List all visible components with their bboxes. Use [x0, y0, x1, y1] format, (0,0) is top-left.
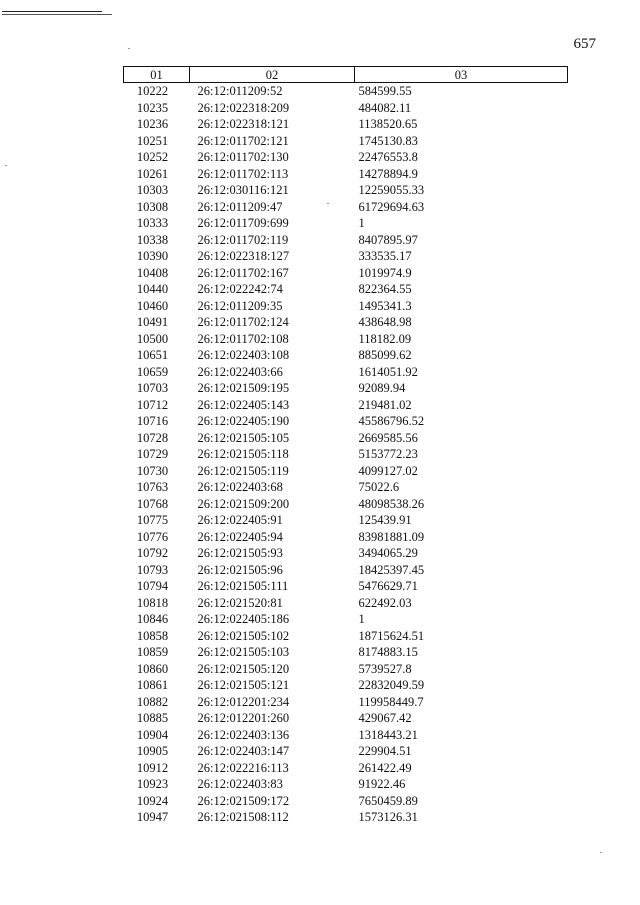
cell-col-02: 26:12:030116:121 [197, 183, 289, 197]
cell-col-02: 26:12:021505:96 [197, 562, 283, 577]
cell-col-02: 26:12:021509:195 [197, 381, 290, 395]
cell-col-02: 26:12:011702:121 [197, 133, 289, 148]
cell-col-02: 26:12:022405:94 [197, 529, 283, 544]
cell-col-03: 484082.11 [358, 100, 412, 115]
table-row [124, 496, 568, 513]
cell-col-03: 14278894.9 [358, 166, 418, 181]
table-row [124, 661, 568, 678]
table-row [124, 364, 568, 381]
cell-col-02: 26:12:021505:105 [197, 430, 290, 445]
cell-col-03: 22476553.8 [358, 150, 418, 164]
cell-col-01: 10251 [136, 133, 169, 148]
cell-col-01: 10792 [136, 546, 169, 560]
cell-col-03: 1138520.65 [358, 117, 418, 131]
cell-col-03: 229904.51 [358, 744, 412, 758]
cell-col-03: 822364.55 [358, 282, 412, 296]
table-row [124, 710, 568, 727]
cell-col-01: 10491 [136, 315, 169, 329]
table-row [124, 595, 568, 612]
cell-col-02: 26:12:021505:120 [197, 661, 290, 676]
cell-col-01: 10729 [136, 447, 169, 461]
cell-col-03: 91922.46 [358, 777, 406, 791]
cell-col-03: 219481.02 [358, 397, 412, 412]
cell-col-03: 119958449.7 [358, 694, 424, 709]
table-row [124, 232, 568, 249]
cell-col-02: 26:12:022403:66 [197, 364, 283, 379]
cell-col-01: 10904 [136, 727, 169, 742]
cell-col-01: 10947 [136, 810, 169, 824]
cell-col-01: 10460 [136, 298, 169, 313]
cell-col-02: 26:12:022403:136 [197, 727, 290, 742]
cell-col-01: 10390 [136, 249, 169, 263]
table-row [124, 248, 568, 265]
cell-col-02: 26:12:022405:143 [197, 397, 290, 412]
cell-col-01: 10651 [136, 348, 169, 362]
table-row [124, 265, 568, 282]
table-body [124, 83, 568, 826]
cell-col-02: 26:12:012201:260 [197, 711, 290, 725]
cell-col-03: 83981881.09 [358, 529, 425, 544]
cell-col-03: 622492.03 [358, 595, 412, 610]
table-row [124, 628, 568, 645]
cell-col-01: 10912 [136, 760, 169, 775]
cell-col-02: 26:12:022403:83 [197, 777, 283, 791]
cell-col-03: 438648.98 [358, 315, 412, 329]
cell-col-01: 10703 [136, 381, 169, 395]
cell-col-01: 10728 [136, 430, 169, 445]
table-row [124, 760, 568, 777]
cell-col-03: 48098538.26 [358, 496, 425, 511]
table-row [124, 331, 568, 348]
cell-col-01: 10440 [136, 282, 169, 296]
cell-col-01: 10882 [136, 694, 169, 709]
cell-col-03: 2669585.56 [358, 430, 418, 445]
cell-col-01: 10261 [136, 166, 169, 181]
cell-col-02: 26:12:011709:699 [197, 216, 289, 230]
table-row [124, 644, 568, 661]
table-row [124, 463, 568, 480]
cell-col-02: 26:12:022216:113 [197, 760, 289, 775]
cell-col-01: 10859 [136, 645, 169, 659]
cell-col-03: 1318443.21 [358, 727, 418, 742]
cell-col-03: 8407895.97 [358, 232, 418, 247]
cell-col-01: 10408 [136, 265, 169, 280]
cell-col-01: 10768 [136, 496, 169, 511]
cell-col-02: 26:12:021505:121 [197, 678, 290, 692]
cell-col-03: 118182.09 [358, 331, 412, 346]
cell-col-01: 10236 [136, 117, 169, 131]
cell-col-02: 26:12:021505:103 [197, 645, 290, 659]
cell-col-03: 5739527.8 [358, 661, 412, 676]
table-row [124, 380, 568, 397]
table-row [124, 199, 568, 216]
cell-col-03: 18425397.45 [358, 562, 425, 577]
cell-col-01: 10858 [136, 628, 169, 643]
cell-col-01: 10860 [136, 661, 169, 676]
scan-speck [5, 165, 7, 166]
table-row [124, 133, 568, 150]
cell-col-01: 10500 [136, 331, 169, 346]
cell-col-02: 26:12:021505:102 [197, 628, 290, 643]
cell-col-02: 26:12:022318:209 [197, 100, 290, 115]
table-row [124, 694, 568, 711]
cell-col-01: 10763 [136, 480, 169, 494]
data-table-container [123, 66, 567, 826]
cell-col-03: 1 [358, 216, 365, 230]
cell-col-03: 3494065.29 [358, 546, 418, 560]
table-row [124, 215, 568, 232]
table-row [124, 529, 568, 546]
table-row [124, 149, 568, 166]
table-row [124, 727, 568, 744]
cell-col-02: 26:12:022318:121 [197, 117, 290, 131]
header-col-02: 02 [190, 67, 355, 83]
cell-col-01: 10885 [136, 711, 169, 725]
top-rule [2, 11, 102, 12]
table-row [124, 578, 568, 595]
table-row [124, 182, 568, 199]
cell-col-02: 26:12:011702:124 [197, 315, 289, 329]
cell-col-02: 26:12:021505:118 [197, 447, 289, 461]
data-table [123, 66, 568, 826]
table-row [124, 281, 568, 298]
cell-col-02: 26:12:022318:127 [197, 249, 290, 263]
cell-col-03: 1 [358, 612, 365, 626]
cell-col-02: 26:12:011702:167 [197, 265, 289, 280]
table-row [124, 413, 568, 430]
cell-col-03: 584599.55 [358, 84, 412, 98]
cell-col-03: 1745130.83 [358, 133, 418, 148]
cell-col-01: 10730 [136, 463, 169, 478]
table-row [124, 611, 568, 628]
table-row [124, 479, 568, 496]
header-col-03: 03 [355, 67, 568, 83]
table-row [124, 166, 568, 183]
cell-col-03: 885099.62 [358, 348, 412, 362]
cell-col-03: 5153772.23 [358, 447, 418, 461]
cell-col-01: 10923 [136, 777, 169, 791]
cell-col-02: 26:12:021505:119 [197, 463, 289, 478]
cell-col-01: 10333 [136, 216, 169, 230]
cell-col-03: 333535.17 [358, 249, 412, 263]
table-row [124, 562, 568, 579]
cell-col-03: 7650459.89 [358, 793, 418, 808]
cell-col-01: 10716 [136, 414, 169, 428]
cell-col-02: 26:12:022405:91 [197, 513, 283, 527]
cell-col-01: 10794 [136, 579, 169, 593]
header-col-01: 01 [124, 67, 190, 83]
page-number: 657 [573, 36, 596, 52]
cell-col-01: 10303 [136, 183, 169, 197]
cell-col-01: 10235 [136, 100, 169, 115]
scan-speck [128, 48, 130, 49]
table-row [124, 446, 568, 463]
cell-col-02: 26:12:012201:234 [197, 694, 290, 709]
cell-col-03: 429067.42 [358, 711, 412, 725]
cell-col-02: 26:12:021505:93 [197, 546, 283, 560]
table-row [124, 743, 568, 760]
cell-col-02: 26:12:022405:190 [197, 414, 290, 428]
cell-col-03: 5476629.71 [358, 579, 418, 593]
table-row [124, 677, 568, 694]
cell-col-03: 61729694.63 [358, 199, 425, 214]
header-row [124, 67, 568, 83]
cell-col-03: 12259055.33 [358, 183, 425, 197]
cell-col-01: 10818 [136, 595, 169, 610]
cell-col-02: 26:12:022403:147 [197, 744, 290, 758]
cell-col-03: 18715624.51 [358, 628, 425, 643]
cell-col-02: 26:12:011702:113 [197, 166, 289, 181]
cell-col-03: 125439.91 [358, 513, 412, 527]
cell-col-01: 10793 [136, 562, 169, 577]
cell-col-03: 4099127.02 [358, 463, 418, 478]
table-row [124, 809, 568, 826]
table-row [124, 347, 568, 364]
table-header [124, 67, 568, 83]
cell-col-02: 26:12:021520:81 [197, 595, 283, 610]
scan-speck [327, 203, 329, 204]
cell-col-02: 26:12:021509:200 [197, 496, 290, 511]
cell-col-01: 10905 [136, 744, 169, 758]
cell-col-02: 26:12:021508:112 [197, 810, 289, 824]
cell-col-02: 26:12:022405:186 [197, 612, 290, 626]
cell-col-02: 26:12:022403:68 [197, 480, 283, 494]
cell-col-02: 26:12:011209:35 [197, 298, 283, 313]
table-row [124, 430, 568, 447]
table-row [124, 793, 568, 810]
cell-col-03: 22832049.59 [358, 678, 425, 692]
table-row [124, 545, 568, 562]
table-row [124, 512, 568, 529]
cell-col-03: 75022.6 [358, 480, 400, 494]
cell-col-03: 1614051.92 [358, 364, 418, 379]
cell-col-03: 1019974.9 [358, 265, 412, 280]
cell-col-02: 26:12:011702:108 [197, 331, 289, 346]
cell-col-02: 26:12:011702:130 [197, 150, 289, 164]
cell-col-01: 10338 [136, 232, 169, 247]
cell-col-01: 10659 [136, 364, 169, 379]
cell-col-01: 10776 [136, 529, 169, 544]
cell-col-01: 10252 [136, 150, 169, 164]
table-row [124, 776, 568, 793]
table-row [124, 298, 568, 315]
scan-speck [600, 852, 602, 853]
table-row [124, 100, 568, 117]
cell-col-01: 10222 [136, 84, 169, 98]
cell-col-02: 26:12:021505:111 [197, 579, 289, 593]
cell-col-01: 10775 [136, 513, 169, 527]
cell-col-03: 45586796.52 [358, 414, 425, 428]
cell-col-01: 10712 [136, 397, 169, 412]
cell-col-02: 26:12:021509:172 [197, 793, 290, 808]
cell-col-03: 1495341.3 [358, 298, 412, 313]
cell-col-02: 26:12:011209:47 [197, 199, 283, 214]
cell-col-02: 26:12:022242:74 [197, 282, 283, 296]
table-row [124, 83, 568, 100]
cell-col-02: 26:12:011702:119 [197, 232, 289, 247]
cell-col-01: 10861 [136, 678, 169, 692]
cell-col-03: 261422.49 [358, 760, 412, 775]
cell-col-03: 8174883.15 [358, 645, 418, 659]
cell-col-02: 26:12:022403:108 [197, 348, 290, 362]
cell-col-01: 10846 [136, 612, 169, 626]
cell-col-03: 92089.94 [358, 381, 406, 395]
table-row [124, 397, 568, 414]
cell-col-01: 10308 [136, 199, 169, 214]
cell-col-01: 10924 [136, 793, 169, 808]
top-rule-secondary [2, 14, 112, 15]
table-row [124, 116, 568, 133]
table-row [124, 314, 568, 331]
cell-col-03: 1573126.31 [358, 810, 418, 824]
cell-col-02: 26:12:011209:52 [197, 84, 283, 98]
